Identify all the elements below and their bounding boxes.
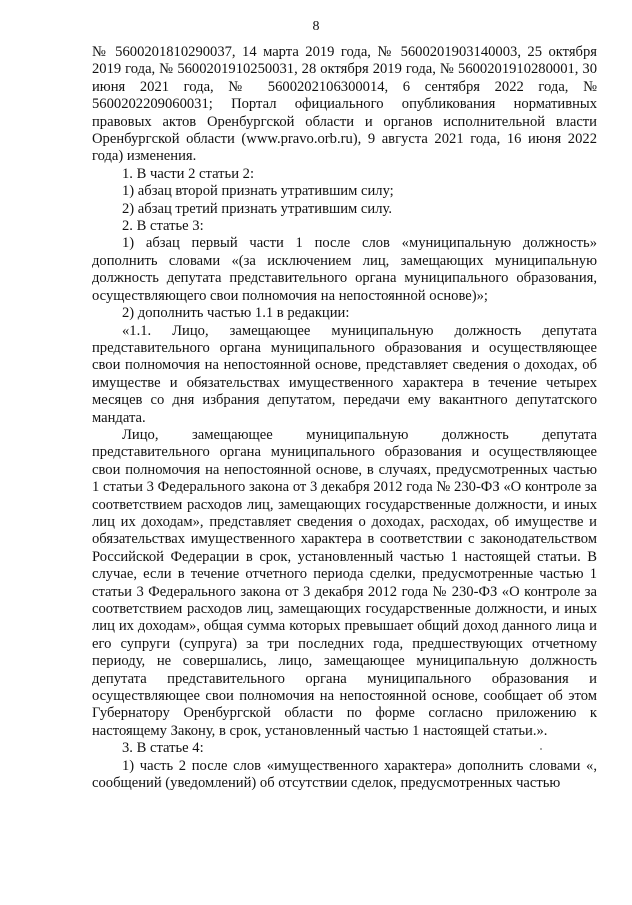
paragraph: Лицо, замещающее муниципальную должность депутата представительного органа муниципального образования и осуществляющее свои полномочия на непостоянной основе, в случаях, предусмотренных частью 1 статьи 3 Федерального закона от 3 декабря 2012 года № 230-ФЗ «О контроле за соответствием расходов лиц, замещающих государственные должности, и иных лиц их доходам», представляет сведения о доходах, расходах, об имуществе и обязательствах имущественного характера в соответствии с законодательством Российской Федерации в срок, установленный частью 1 настоящей статьи. В случае, если в течение отчетного периода сделки, предусмотренные частью 1 статьи 3 Федерального закона от 3 декабря 2012 года № 230-ФЗ «О контроле за соответствием расходов лиц, замещающих государственные должности, и иных лиц их доходам», общая сумма которых превышает общий доход данного лица и его супруги (супруга) за три последних года, предшествующих отчетному периоду, не совершались, лицо, замещающее муниципальную должность депутата представительного органа муниципального образования и осуществляющее свои полномочия на непостоянной основе, сообщает об этом Губернатору Оренбургской области по форме согласно приложению к настоящему Закону, в срок, установленный частью 1 настоящей статьи.». [92,426,597,739]
paragraph: 2) абзац третий признать утратившим силу. [122,200,392,217]
paragraph: 3. В статье 4: [122,740,204,757]
page-number: 8 [312,19,320,34]
paragraph: 1) абзац первый части 1 после слов «муниципальную должность» дополнить словами «(за исключением лиц, замещающих муниципальную должность депутата представительного органа муниципального образования, осуществляющего свои полномочия на непостоянной основе)»; [92,235,597,304]
paragraph: 1) абзац второй признать утратившим силу; [122,183,394,200]
paragraph: 2) дополнить частью 1.1 в редакции: [122,305,350,322]
scan-speck [540,748,542,750]
paragraph: 1) часть 2 после слов «имущественного характера» дополнить словами «, сообщений (уведомлений) об отсутствии сделок, предусмотренных частью [92,757,597,792]
paragraph: «1.1. Лицо, замещающее муниципальную должность депутата представительного органа муниципального образования и осуществляющее свои полномочия на непостоянной основе, представляет сведения о доходах, об имуществе и обязательствах имущественного характера в течение четырех месяцев со дня избрания депутатом, передачи ему вакантного депутатского мандата. [92,322,597,426]
paragraph: 1. В части 2 статьи 2: [122,165,255,182]
document-body [92,44,597,792]
paragraph: № 5600201810290037, 14 марта 2019 года, № 5600201903140003, 25 октября 2019 года, № 5600201910250031, 28 октября 2019 года, № 5600201910280001, 30 июня 2021 года, № 5600202106300014, 6 сентября 2022 года, № 5600202209060031; Портал официального опубликования нормативных правовых актов Оренбургской области и органов исполнительной власти Оренбургской области (www.pravo.orb.ru), 9 августа 2021 года, 16 июня 2022 года) изменения. [92,44,597,165]
paragraph: 2. В статье 3: [122,218,204,235]
